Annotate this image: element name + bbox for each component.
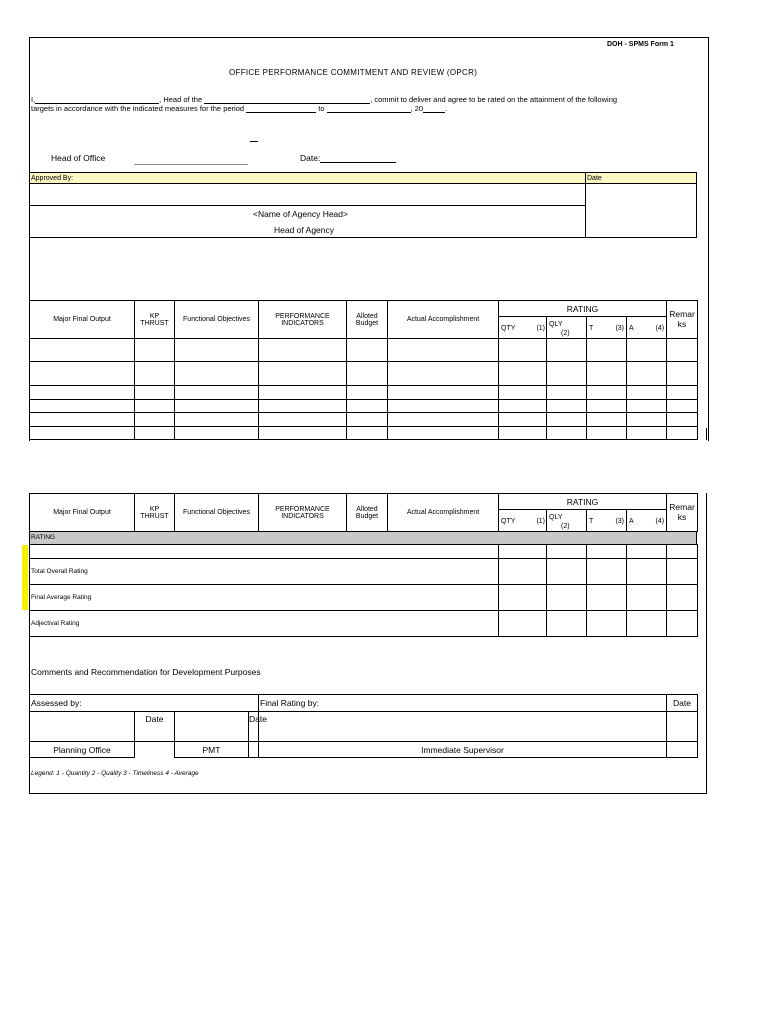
head-of-office-label: Head of Office bbox=[51, 153, 106, 163]
table-row[interactable] bbox=[30, 400, 698, 413]
total-overall-rating-label: Total Overall Rating bbox=[30, 559, 499, 585]
col-kp-thrust: KP THRUST bbox=[135, 494, 175, 532]
date-label: Date: bbox=[300, 154, 396, 163]
col-rating: RATING bbox=[499, 301, 667, 317]
final-average-rating-label: Final Average Rating bbox=[30, 585, 499, 611]
approval-date-box[interactable] bbox=[585, 183, 697, 238]
col-allotted-budget: Alloted Budget bbox=[347, 494, 388, 532]
col-t: T (3) bbox=[587, 510, 627, 532]
table-row[interactable] bbox=[30, 339, 698, 362]
planning-office-label: Planning Office bbox=[30, 742, 135, 758]
supervisor-sign-box[interactable] bbox=[259, 712, 667, 742]
date-label-3: Date bbox=[249, 712, 259, 742]
approval-date-bar: Date bbox=[585, 172, 697, 184]
col-a: A (4) bbox=[627, 510, 667, 532]
col-rating: RATING bbox=[499, 494, 667, 510]
opcr-table-1 bbox=[29, 300, 698, 440]
legend: Legend: 1 - Quantity 2 - Quality 3 - Timeliness 4 - Average bbox=[31, 770, 199, 777]
summary-row-adjectival[interactable] bbox=[30, 611, 698, 637]
col-qty: QTY (1) bbox=[499, 510, 547, 532]
col-kp-thrust: KP THRUST bbox=[135, 301, 175, 339]
form-code: DOH - SPMS Form 1 bbox=[607, 41, 674, 48]
col-remarks: Remar ks bbox=[667, 494, 698, 532]
signature-table bbox=[29, 694, 698, 758]
commitment-line-1: I, , Head of the , commit to deliver and agree to be rated on the attainment of the following bbox=[31, 95, 618, 104]
form-title: OFFICE PERFORMANCE COMMITMENT AND REVIEW (OPCR) bbox=[229, 68, 478, 77]
col-remarks: Remar ks bbox=[667, 301, 698, 339]
highlight-marker bbox=[22, 545, 28, 610]
col-performance-indicators: PERFORMANCE INDICATORS bbox=[259, 494, 347, 532]
col-a: A (4) bbox=[627, 317, 667, 339]
final-rating-by-label: Final Rating by: bbox=[259, 695, 667, 712]
agency-head-name: <Name of Agency Head> bbox=[253, 209, 348, 219]
pmt-label: PMT bbox=[175, 742, 249, 758]
approval-inner-line bbox=[29, 205, 586, 206]
col-functional-objectives: Functional Objectives bbox=[175, 301, 259, 339]
summary-row-average[interactable] bbox=[30, 585, 698, 611]
approved-by-bar: Approved By: bbox=[29, 172, 586, 184]
summary-table bbox=[29, 544, 698, 637]
col-qty: QTY (1) bbox=[499, 317, 547, 339]
signature-line bbox=[250, 141, 258, 142]
immediate-supervisor-label: Immediate Supervisor bbox=[259, 742, 667, 758]
col-actual-accomplishment: Actual Accomplishment bbox=[388, 494, 499, 532]
head-of-office-line[interactable] bbox=[134, 164, 248, 165]
table-row[interactable] bbox=[30, 413, 698, 427]
summary-row-total[interactable] bbox=[30, 559, 698, 585]
col-mfo: Major Final Output bbox=[30, 494, 135, 532]
col-allotted-budget: Alloted Budget bbox=[347, 301, 388, 339]
col-actual-accomplishment: Actual Accomplishment bbox=[388, 301, 499, 339]
col-functional-objectives: Functional Objectives bbox=[175, 494, 259, 532]
col-qly: QLY (2) bbox=[547, 317, 587, 339]
col-performance-indicators: PERFORMANCE INDICATORS bbox=[259, 301, 347, 339]
opcr-table-2-header bbox=[29, 493, 698, 532]
agency-head-title: Head of Agency bbox=[274, 225, 335, 235]
assessed-by-label: Assessed by: bbox=[30, 695, 259, 712]
right-tick-mark bbox=[706, 428, 707, 440]
rating-bar: RATING bbox=[29, 531, 697, 545]
commitment-line-2: targets in accordance with the indicated measures for the period to , 20 . bbox=[31, 104, 448, 113]
summary-row-blank[interactable] bbox=[30, 545, 698, 559]
table-row[interactable] bbox=[30, 386, 698, 400]
col-t: T (3) bbox=[587, 317, 627, 339]
pmt-sign-box[interactable] bbox=[175, 712, 249, 742]
table-row[interactable] bbox=[30, 362, 698, 386]
comments-label: Comments and Recommendation for Development Purposes bbox=[31, 667, 261, 677]
date-header: Date bbox=[667, 695, 698, 712]
final-date-box[interactable] bbox=[667, 712, 698, 742]
adjectival-rating-label: Adjectival Rating bbox=[30, 611, 499, 637]
col-mfo: Major Final Output bbox=[30, 301, 135, 339]
planning-office-sign-box[interactable] bbox=[30, 712, 135, 742]
date-label-2: Date bbox=[135, 712, 175, 742]
table-row[interactable] bbox=[30, 427, 698, 440]
col-qly: QLY (2) bbox=[547, 510, 587, 532]
